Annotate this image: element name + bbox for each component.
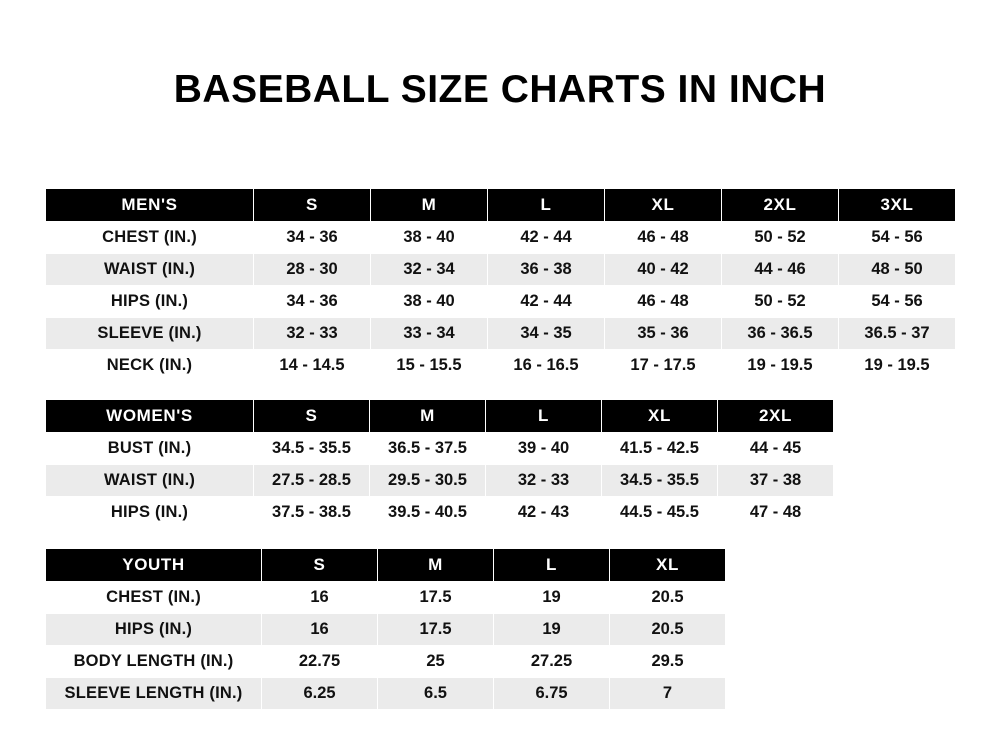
row-label: CHEST (IN.): [46, 582, 262, 614]
youth-table-body: [46, 582, 726, 710]
cell: 34 - 36: [254, 286, 371, 318]
cell: 25: [378, 646, 494, 678]
cell: 54 - 56: [839, 222, 956, 254]
cell: 37 - 38: [718, 465, 834, 497]
cell: 19: [494, 582, 610, 614]
cell: 48 - 50: [839, 254, 956, 286]
cell: 19 - 19.5: [839, 350, 956, 382]
table-header-row: [46, 549, 726, 582]
cell: 32 - 34: [371, 254, 488, 286]
table-row: [46, 318, 956, 350]
cell: 42 - 44: [488, 222, 605, 254]
cell: 16: [262, 614, 378, 646]
table-header-row: [46, 400, 834, 433]
cell: 42 - 44: [488, 286, 605, 318]
cell: 32 - 33: [254, 318, 371, 350]
cell: 36 - 38: [488, 254, 605, 286]
cell: 36 - 36.5: [722, 318, 839, 350]
row-label: HIPS (IN.): [46, 614, 262, 646]
cell: 32 - 33: [486, 465, 602, 497]
cell: 42 - 43: [486, 497, 602, 529]
cell: 27.5 - 28.5: [254, 465, 370, 497]
cell: 34.5 - 35.5: [602, 465, 718, 497]
cell: 44.5 - 45.5: [602, 497, 718, 529]
cell: 44 - 45: [718, 433, 834, 465]
cell: 19: [494, 614, 610, 646]
womens-header-category: WOMEN'S: [46, 400, 254, 433]
cell: 54 - 56: [839, 286, 956, 318]
womens-header-2xl: 2XL: [718, 400, 834, 433]
cell: 50 - 52: [722, 286, 839, 318]
cell: 34 - 36: [254, 222, 371, 254]
youth-table-head: [46, 549, 726, 582]
table-row: [46, 582, 726, 614]
cell: 46 - 48: [605, 222, 722, 254]
cell: 38 - 40: [371, 286, 488, 318]
table-header-row: [46, 189, 956, 222]
mens-header-category: MEN'S: [46, 189, 254, 222]
cell: 47 - 48: [718, 497, 834, 529]
table-row: [46, 614, 726, 646]
youth-header-m: M: [378, 549, 494, 582]
youth-header-category: YOUTH: [46, 549, 262, 582]
table-row: [46, 678, 726, 710]
row-label: WAIST (IN.): [46, 465, 254, 497]
womens-table-body: [46, 433, 834, 529]
mens-table-head: [46, 189, 956, 222]
cell: 39.5 - 40.5: [370, 497, 486, 529]
cell: 40 - 42: [605, 254, 722, 286]
cell: 36.5 - 37.5: [370, 433, 486, 465]
cell: 36.5 - 37: [839, 318, 956, 350]
table-row: [46, 350, 956, 382]
womens-table-head: [46, 400, 834, 433]
youth-size-table: [45, 548, 726, 710]
mens-header-l: L: [488, 189, 605, 222]
cell: 34 - 35: [488, 318, 605, 350]
cell: 16 - 16.5: [488, 350, 605, 382]
womens-header-l: L: [486, 400, 602, 433]
mens-size-table: [45, 188, 956, 382]
cell: 38 - 40: [371, 222, 488, 254]
cell: 29.5 - 30.5: [370, 465, 486, 497]
cell: 6.5: [378, 678, 494, 710]
cell: 28 - 30: [254, 254, 371, 286]
youth-header-xl: XL: [610, 549, 726, 582]
cell: 20.5: [610, 614, 726, 646]
cell: 19 - 19.5: [722, 350, 839, 382]
cell: 14 - 14.5: [254, 350, 371, 382]
row-label: WAIST (IN.): [46, 254, 254, 286]
mens-table-body: [46, 222, 956, 382]
womens-size-table: [45, 399, 834, 529]
cell: 6.75: [494, 678, 610, 710]
table-row: [46, 465, 834, 497]
cell: 44 - 46: [722, 254, 839, 286]
mens-header-m: M: [371, 189, 488, 222]
table-row: [46, 286, 956, 318]
cell: 41.5 - 42.5: [602, 433, 718, 465]
cell: 16: [262, 582, 378, 614]
womens-header-m: M: [370, 400, 486, 433]
cell: 7: [610, 678, 726, 710]
cell: 50 - 52: [722, 222, 839, 254]
mens-header-3xl: 3XL: [839, 189, 956, 222]
mens-header-2xl: 2XL: [722, 189, 839, 222]
page-title: BASEBALL SIZE CHARTS IN INCH: [173, 68, 827, 111]
womens-header-s: S: [254, 400, 370, 433]
row-label: SLEEVE LENGTH (IN.): [46, 678, 262, 710]
row-label: HIPS (IN.): [46, 497, 254, 529]
row-label: CHEST (IN.): [46, 222, 254, 254]
mens-header-xl: XL: [605, 189, 722, 222]
cell: 39 - 40: [486, 433, 602, 465]
row-label: SLEEVE (IN.): [46, 318, 254, 350]
cell: 33 - 34: [371, 318, 488, 350]
cell: 29.5: [610, 646, 726, 678]
table-row: [46, 433, 834, 465]
cell: 34.5 - 35.5: [254, 433, 370, 465]
table-row: [46, 646, 726, 678]
cell: 37.5 - 38.5: [254, 497, 370, 529]
table-row: [46, 254, 956, 286]
cell: 17 - 17.5: [605, 350, 722, 382]
row-label: BODY LENGTH (IN.): [46, 646, 262, 678]
row-label: NECK (IN.): [46, 350, 254, 382]
cell: 20.5: [610, 582, 726, 614]
youth-header-s: S: [262, 549, 378, 582]
cell: 6.25: [262, 678, 378, 710]
row-label: HIPS (IN.): [46, 286, 254, 318]
cell: 35 - 36: [605, 318, 722, 350]
cell: 22.75: [262, 646, 378, 678]
cell: 46 - 48: [605, 286, 722, 318]
cell: 17.5: [378, 614, 494, 646]
table-row: [46, 497, 834, 529]
youth-header-l: L: [494, 549, 610, 582]
row-label: BUST (IN.): [46, 433, 254, 465]
mens-header-s: S: [254, 189, 371, 222]
cell: 15 - 15.5: [371, 350, 488, 382]
table-row: [46, 222, 956, 254]
cell: 27.25: [494, 646, 610, 678]
cell: 17.5: [378, 582, 494, 614]
womens-header-xl: XL: [602, 400, 718, 433]
